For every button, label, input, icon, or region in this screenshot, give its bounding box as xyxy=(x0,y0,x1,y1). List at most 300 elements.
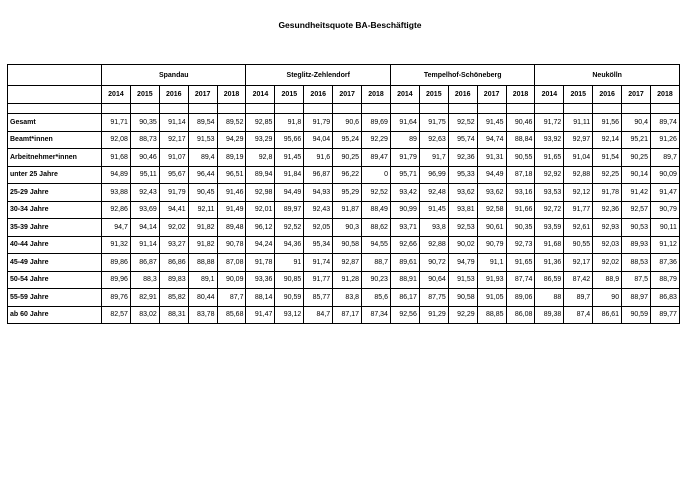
table-cell: 92,01 xyxy=(246,201,275,219)
table-cell: 94,49 xyxy=(275,184,304,202)
table-cell: 86,86 xyxy=(159,254,188,272)
table-cell: 88,3 xyxy=(130,271,159,289)
spacer-cell xyxy=(304,104,333,114)
table-cell: 87,74 xyxy=(506,271,535,289)
table-cell: 92,03 xyxy=(593,236,622,254)
table-cell: 92,52 xyxy=(362,184,391,202)
table-cell: 92,56 xyxy=(390,306,419,324)
spacer-cell xyxy=(333,104,362,114)
table-cell: 94,24 xyxy=(246,236,275,254)
table-row xyxy=(8,219,680,237)
year-header: 2017 xyxy=(622,86,651,104)
table-cell: 90,6 xyxy=(333,114,362,132)
table-cell: 88,73 xyxy=(130,131,159,149)
table-cell: 90 xyxy=(593,289,622,307)
table-cell: 94,36 xyxy=(275,236,304,254)
table-cell: 87,5 xyxy=(622,271,651,289)
table-cell: 89,7 xyxy=(564,289,593,307)
table-cell: 89,7 xyxy=(650,149,679,167)
table-cell: 96,22 xyxy=(333,166,362,184)
table-cell: 90,79 xyxy=(477,236,506,254)
spacer-cell xyxy=(217,104,246,114)
table-cell: 91,66 xyxy=(506,201,535,219)
table-cell: 89,69 xyxy=(362,114,391,132)
table-cell: 87,34 xyxy=(362,306,391,324)
table-cell: 87,7 xyxy=(217,289,246,307)
table-cell: 83,78 xyxy=(188,306,217,324)
table-cell: 91,84 xyxy=(275,166,304,184)
row-label: 45-49 Jahre xyxy=(8,254,102,272)
table-cell: 95,71 xyxy=(390,166,419,184)
table-cell: 92,29 xyxy=(448,306,477,324)
table-cell: 91,79 xyxy=(390,149,419,167)
spacer-cell xyxy=(188,104,217,114)
table-cell: 92,43 xyxy=(304,201,333,219)
table-cell: 91,42 xyxy=(622,184,651,202)
year-header-row xyxy=(8,86,680,104)
table-cell: 94,14 xyxy=(130,219,159,237)
table-cell: 89,83 xyxy=(159,271,188,289)
table-row xyxy=(8,289,680,307)
row-label: 55-59 Jahre xyxy=(8,289,102,307)
table-cell: 85,77 xyxy=(304,289,333,307)
table-cell: 93,62 xyxy=(448,184,477,202)
table-cell: 92,17 xyxy=(564,254,593,272)
table-cell: 91,45 xyxy=(477,114,506,132)
table-cell: 87,36 xyxy=(650,254,679,272)
table-cell: 90,55 xyxy=(564,236,593,254)
table-cell: 91,28 xyxy=(333,271,362,289)
table-cell: 92,86 xyxy=(102,201,131,219)
table-cell: 96,99 xyxy=(419,166,448,184)
table-cell: 90,46 xyxy=(506,114,535,132)
table-cell: 91,49 xyxy=(217,201,246,219)
table-cell: 90,55 xyxy=(506,149,535,167)
table-cell: 91,77 xyxy=(304,271,333,289)
table-cell: 89,19 xyxy=(217,149,246,167)
table-cell: 91,31 xyxy=(477,149,506,167)
table-cell: 89,06 xyxy=(506,289,535,307)
table-cell: 91,78 xyxy=(593,184,622,202)
row-label: 30-34 Jahre xyxy=(8,201,102,219)
table-cell: 82,91 xyxy=(130,289,159,307)
spacer-cell xyxy=(622,104,651,114)
year-header: 2017 xyxy=(333,86,362,104)
table-cell: 95,29 xyxy=(333,184,362,202)
district-header-row xyxy=(8,65,680,86)
spacer-cell xyxy=(130,104,159,114)
table-cell: 91,26 xyxy=(650,131,679,149)
table-cell: 92,08 xyxy=(102,131,131,149)
table-cell: 93,42 xyxy=(390,184,419,202)
table-cell: 88,88 xyxy=(188,254,217,272)
table-cell: 91,12 xyxy=(650,236,679,254)
table-cell: 89,97 xyxy=(275,201,304,219)
table-cell: 86,61 xyxy=(593,306,622,324)
table-cell: 92,57 xyxy=(622,201,651,219)
table-cell: 90,09 xyxy=(217,271,246,289)
table-cell: 92,97 xyxy=(564,131,593,149)
table-row xyxy=(8,149,680,167)
table-cell: 83,02 xyxy=(130,306,159,324)
table-cell: 90,59 xyxy=(275,289,304,307)
table-cell: 83,8 xyxy=(333,289,362,307)
table-cell: 85,68 xyxy=(217,306,246,324)
table-cell: 95,21 xyxy=(622,131,651,149)
table-cell: 88,97 xyxy=(622,289,651,307)
table-cell: 92,61 xyxy=(564,219,593,237)
table-cell: 89 xyxy=(390,131,419,149)
table-cell: 95,74 xyxy=(448,131,477,149)
year-header: 2018 xyxy=(362,86,391,104)
table-cell: 86,83 xyxy=(650,289,679,307)
table-cell: 96,44 xyxy=(188,166,217,184)
table-cell: 92,87 xyxy=(333,254,362,272)
table-cell: 90,23 xyxy=(362,271,391,289)
table-cell: 90,3 xyxy=(333,219,362,237)
year-header: 2015 xyxy=(564,86,593,104)
table-cell: 89,77 xyxy=(650,306,679,324)
table-cell: 96,12 xyxy=(246,219,275,237)
table-cell: 87,17 xyxy=(333,306,362,324)
table-cell: 87,75 xyxy=(419,289,448,307)
table-cell: 90,78 xyxy=(217,236,246,254)
table-cell: 93,92 xyxy=(535,131,564,149)
table-cell: 91,64 xyxy=(390,114,419,132)
spacer-cell xyxy=(506,104,535,114)
table-cell: 94,55 xyxy=(362,236,391,254)
table-cell: 91,29 xyxy=(419,306,448,324)
spacer-cell xyxy=(535,104,564,114)
table-cell: 89,1 xyxy=(188,271,217,289)
table-cell: 92,63 xyxy=(419,131,448,149)
table-cell: 91,8 xyxy=(275,114,304,132)
table-cell: 88,85 xyxy=(477,306,506,324)
spacer-cell xyxy=(419,104,448,114)
table-cell: 95,34 xyxy=(304,236,333,254)
row-label: Gesamt xyxy=(8,114,102,132)
table-cell: 92,02 xyxy=(593,254,622,272)
table-cell: 92,85 xyxy=(246,114,275,132)
row-label: Arbeitnehmer*innen xyxy=(8,149,102,167)
spacer-cell xyxy=(275,104,304,114)
spacer-row xyxy=(8,104,680,114)
table-cell: 88,91 xyxy=(390,271,419,289)
table-cell: 93,8 xyxy=(419,219,448,237)
year-header: 2015 xyxy=(130,86,159,104)
table-cell: 87,4 xyxy=(564,306,593,324)
spacer-cell xyxy=(448,104,477,114)
table-cell: 86,59 xyxy=(535,271,564,289)
row-label: 50-54 Jahre xyxy=(8,271,102,289)
table-cell: 91,14 xyxy=(159,114,188,132)
table-cell: 92,88 xyxy=(564,166,593,184)
spacer-cell xyxy=(477,104,506,114)
table-cell: 91,82 xyxy=(188,219,217,237)
year-header: 2014 xyxy=(390,86,419,104)
table-cell: 90,11 xyxy=(650,219,679,237)
row-label: 40-44 Jahre xyxy=(8,236,102,254)
table-cell: 89,74 xyxy=(650,114,679,132)
table-cell: 82,57 xyxy=(102,306,131,324)
table-cell: 92,52 xyxy=(448,114,477,132)
spacer-cell xyxy=(8,104,102,114)
table-cell: 91,68 xyxy=(102,149,131,167)
table-cell: 89,48 xyxy=(217,219,246,237)
table-cell: 90,46 xyxy=(130,149,159,167)
table-cell: 94,93 xyxy=(304,184,333,202)
table-cell: 89,4 xyxy=(188,149,217,167)
table-row xyxy=(8,254,680,272)
year-header: 2017 xyxy=(477,86,506,104)
district-header: Tempelhof-Schöneberg xyxy=(390,65,534,86)
row-label: Beamt*innen xyxy=(8,131,102,149)
table-cell: 91,71 xyxy=(102,114,131,132)
table-cell: 89,76 xyxy=(102,289,131,307)
table-cell: 92,02 xyxy=(159,219,188,237)
table-cell: 80,44 xyxy=(188,289,217,307)
year-header: 2014 xyxy=(246,86,275,104)
table-cell: 87,08 xyxy=(217,254,246,272)
table-cell: 90,99 xyxy=(390,201,419,219)
year-header: 2014 xyxy=(102,86,131,104)
table-cell: 91,36 xyxy=(535,254,564,272)
table-cell: 92,48 xyxy=(419,184,448,202)
table-cell: 91,75 xyxy=(419,114,448,132)
table-cell: 91,32 xyxy=(102,236,131,254)
table-cell: 91 xyxy=(275,254,304,272)
table-cell: 91,65 xyxy=(535,149,564,167)
table-row xyxy=(8,236,680,254)
table-cell: 92,58 xyxy=(477,201,506,219)
table-cell: 91,78 xyxy=(246,254,275,272)
table-cell: 91,47 xyxy=(246,306,275,324)
table-cell: 95,67 xyxy=(159,166,188,184)
table-cell: 88,84 xyxy=(506,131,535,149)
table-cell: 93,36 xyxy=(246,271,275,289)
table-cell: 91,6 xyxy=(304,149,333,167)
table-cell: 96,87 xyxy=(304,166,333,184)
page-title: Gesundheitsquote BA-Beschäftigte xyxy=(278,20,422,30)
table-cell: 84,7 xyxy=(304,306,333,324)
table-cell: 90,25 xyxy=(333,149,362,167)
table-cell: 87,42 xyxy=(564,271,593,289)
table-cell: 92,36 xyxy=(448,149,477,167)
table-cell: 92,43 xyxy=(130,184,159,202)
year-header: 2014 xyxy=(535,86,564,104)
table-cell: 91,65 xyxy=(506,254,535,272)
table-cell: 89,52 xyxy=(217,114,246,132)
table-cell: 92,36 xyxy=(593,201,622,219)
table-cell: 95,33 xyxy=(448,166,477,184)
year-header: 2018 xyxy=(217,86,246,104)
table-cell: 91,54 xyxy=(593,149,622,167)
row-label: 25-29 Jahre xyxy=(8,184,102,202)
table-cell: 88,49 xyxy=(362,201,391,219)
table-cell: 92,92 xyxy=(535,166,564,184)
table-cell: 91,46 xyxy=(217,184,246,202)
spacer-cell xyxy=(593,104,622,114)
table-cell: 93,69 xyxy=(130,201,159,219)
table-cell: 91,56 xyxy=(593,114,622,132)
table-cell: 94,49 xyxy=(477,166,506,184)
table-cell: 90,58 xyxy=(448,289,477,307)
table-cell: 89,61 xyxy=(390,254,419,272)
table-cell: 92,17 xyxy=(159,131,188,149)
table-cell: 88 xyxy=(535,289,564,307)
table-cell: 90,61 xyxy=(477,219,506,237)
table-cell: 93,71 xyxy=(390,219,419,237)
table-cell: 91,79 xyxy=(159,184,188,202)
spacer-cell xyxy=(650,104,679,114)
table-cell: 94,29 xyxy=(217,131,246,149)
table-cell: 89,93 xyxy=(622,236,651,254)
table-cell: 88,31 xyxy=(159,306,188,324)
table-cell: 86,17 xyxy=(390,289,419,307)
table-cell: 93,53 xyxy=(535,184,564,202)
district-header: Steglitz-Zehlendorf xyxy=(246,65,390,86)
table-cell: 90,09 xyxy=(650,166,679,184)
table-cell: 91,87 xyxy=(333,201,362,219)
table-cell: 92,98 xyxy=(246,184,275,202)
spacer-cell xyxy=(564,104,593,114)
table-cell: 91,04 xyxy=(564,149,593,167)
table-cell: 90,35 xyxy=(506,219,535,237)
table-cell: 91,47 xyxy=(650,184,679,202)
table-row xyxy=(8,131,680,149)
table-cell: 90,35 xyxy=(130,114,159,132)
year-header: 2016 xyxy=(448,86,477,104)
table-cell: 91,45 xyxy=(275,149,304,167)
table-cell: 88,14 xyxy=(246,289,275,307)
table-cell: 90,02 xyxy=(448,236,477,254)
table-row xyxy=(8,184,680,202)
table-cell: 91,1 xyxy=(477,254,506,272)
row-label: ab 60 Jahre xyxy=(8,306,102,324)
table-cell: 91,07 xyxy=(159,149,188,167)
year-header: 2018 xyxy=(650,86,679,104)
table-cell: 89,86 xyxy=(102,254,131,272)
table-cell: 89,54 xyxy=(188,114,217,132)
table-cell: 94,04 xyxy=(304,131,333,149)
year-header: 2016 xyxy=(159,86,188,104)
year-header: 2016 xyxy=(304,86,333,104)
table-row xyxy=(8,271,680,289)
table-cell: 88,79 xyxy=(650,271,679,289)
table-cell: 91,82 xyxy=(188,236,217,254)
table-cell: 89,94 xyxy=(246,166,275,184)
district-header: Neukölln xyxy=(535,65,679,86)
table-cell: 91,14 xyxy=(130,236,159,254)
table-cell: 94,74 xyxy=(477,131,506,149)
table-cell: 91,77 xyxy=(564,201,593,219)
table-row xyxy=(8,114,680,132)
table-cell: 91,11 xyxy=(564,114,593,132)
spacer-cell xyxy=(246,104,275,114)
table-cell: 95,66 xyxy=(275,131,304,149)
table-cell: 92,8 xyxy=(246,149,275,167)
table-cell: 87,18 xyxy=(506,166,535,184)
table-cell: 89,38 xyxy=(535,306,564,324)
data-table xyxy=(7,64,680,324)
table-cell: 92,11 xyxy=(188,201,217,219)
table-cell: 92,66 xyxy=(390,236,419,254)
table-cell: 93,16 xyxy=(506,184,535,202)
table-row xyxy=(8,166,680,184)
year-header: 2017 xyxy=(188,86,217,104)
table-cell: 92,25 xyxy=(593,166,622,184)
table-cell: 90,72 xyxy=(419,254,448,272)
table-cell: 0 xyxy=(362,166,391,184)
table-cell: 92,53 xyxy=(448,219,477,237)
table-row xyxy=(8,306,680,324)
table-cell: 85,82 xyxy=(159,289,188,307)
table-cell: 89,96 xyxy=(102,271,131,289)
row-label: unter 25 Jahre xyxy=(8,166,102,184)
table-cell: 90,64 xyxy=(419,271,448,289)
table-cell: 93,88 xyxy=(102,184,131,202)
table-cell: 85,6 xyxy=(362,289,391,307)
table-cell: 93,62 xyxy=(477,184,506,202)
spacer-cell xyxy=(159,104,188,114)
table-cell: 91,72 xyxy=(535,114,564,132)
table-cell: 90,45 xyxy=(188,184,217,202)
table-cell: 90,79 xyxy=(650,201,679,219)
table-cell: 94,41 xyxy=(159,201,188,219)
table-cell: 89,47 xyxy=(362,149,391,167)
table-cell: 88,53 xyxy=(622,254,651,272)
table-cell: 90,53 xyxy=(622,219,651,237)
table-cell: 91,45 xyxy=(419,201,448,219)
header-corner-cell xyxy=(8,65,102,86)
table-cell: 92,12 xyxy=(564,184,593,202)
table-cell: 86,87 xyxy=(130,254,159,272)
table-cell: 93,59 xyxy=(535,219,564,237)
table-cell: 91,53 xyxy=(448,271,477,289)
table-cell: 92,88 xyxy=(419,236,448,254)
year-header: 2016 xyxy=(593,86,622,104)
table-cell: 92,14 xyxy=(593,131,622,149)
table-cell: 93,29 xyxy=(246,131,275,149)
table-cell: 93,27 xyxy=(159,236,188,254)
row-label: 35-39 Jahre xyxy=(8,219,102,237)
table-cell: 86,08 xyxy=(506,306,535,324)
district-header: Spandau xyxy=(102,65,246,86)
table-cell: 95,24 xyxy=(333,131,362,149)
table-row xyxy=(8,201,680,219)
table-cell: 91,68 xyxy=(535,236,564,254)
table-cell: 88,9 xyxy=(593,271,622,289)
table-cell: 92,93 xyxy=(593,219,622,237)
table-cell: 90,85 xyxy=(275,271,304,289)
table-cell: 91,05 xyxy=(477,289,506,307)
table-cell: 91,53 xyxy=(188,131,217,149)
table-cell: 91,79 xyxy=(304,114,333,132)
table-cell: 92,29 xyxy=(362,131,391,149)
table-cell: 92,72 xyxy=(535,201,564,219)
year-header: 2018 xyxy=(506,86,535,104)
table-cell: 93,81 xyxy=(448,201,477,219)
spacer-cell xyxy=(102,104,131,114)
table-cell: 92,52 xyxy=(275,219,304,237)
spacer-cell xyxy=(390,104,419,114)
year-header: 2015 xyxy=(275,86,304,104)
table-cell: 88,62 xyxy=(362,219,391,237)
table-cell: 90,4 xyxy=(622,114,651,132)
table-cell: 94,7 xyxy=(102,219,131,237)
table-cell: 90,14 xyxy=(622,166,651,184)
year-corner-cell xyxy=(8,86,102,104)
